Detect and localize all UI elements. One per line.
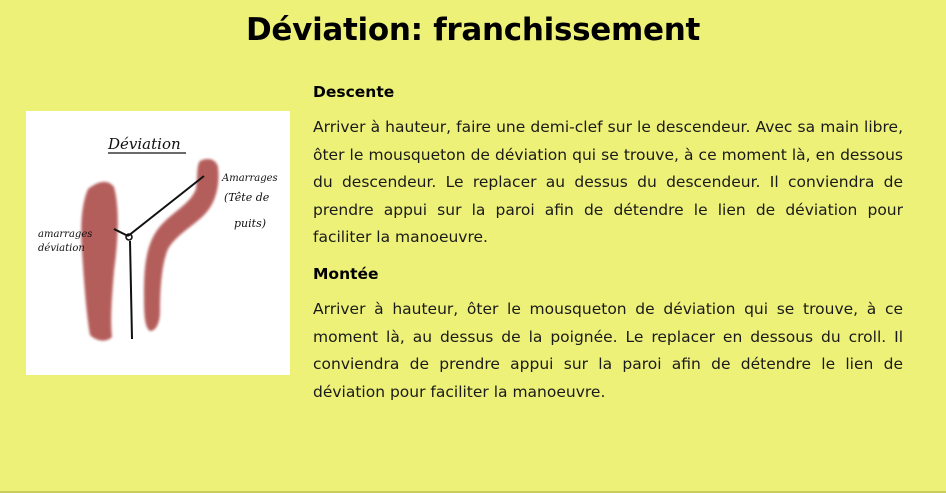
left-rock-wall [81,182,118,341]
sketch-right-label-line2: (Tête de [224,191,270,204]
right-rock-wall [144,159,218,331]
deviation-sketch-image [26,111,290,375]
sketch-title-label: Déviation [108,135,181,153]
section-text-descente: Arriver à hauteur, faire une demi-clef sur le descendeur. Avec sa main libre, ôter le mousqueton de déviation qui se trouve, à ce moment là, en dessous du descendeur. Le replacer au dessus du descendeur. Il conviendra de prendre appui sur la paroi afin de détendre le lien de déviation pour faciliter la manoeuvre. [313,118,903,247]
instructions-content [313,80,903,416]
sketch-right-label-line3: puits) [234,217,267,230]
page-title: Déviation: franchissement [246,12,700,48]
section-heading-descente: Descente [313,83,395,101]
deviation-sketch-drawing [26,111,290,375]
sketch-left-label-line1: amarrages [38,229,93,240]
sketch-right-label-line1: Amarrages [222,173,278,184]
sketch-left-label-line2: déviation [38,243,85,254]
rope-vertical-line [130,241,132,339]
section-heading-montee: Montée [313,264,379,283]
section-text-montee: Arriver à hauteur, ôter le mousqueton de déviation qui se trouve, à ce moment là, au dessus de la poignée. Le replacer en dessous du croll. Il conviendra de prendre appui sur la paroi afin de détendre le lien de déviation pour faciliter la manoeuvre. [313,299,903,401]
